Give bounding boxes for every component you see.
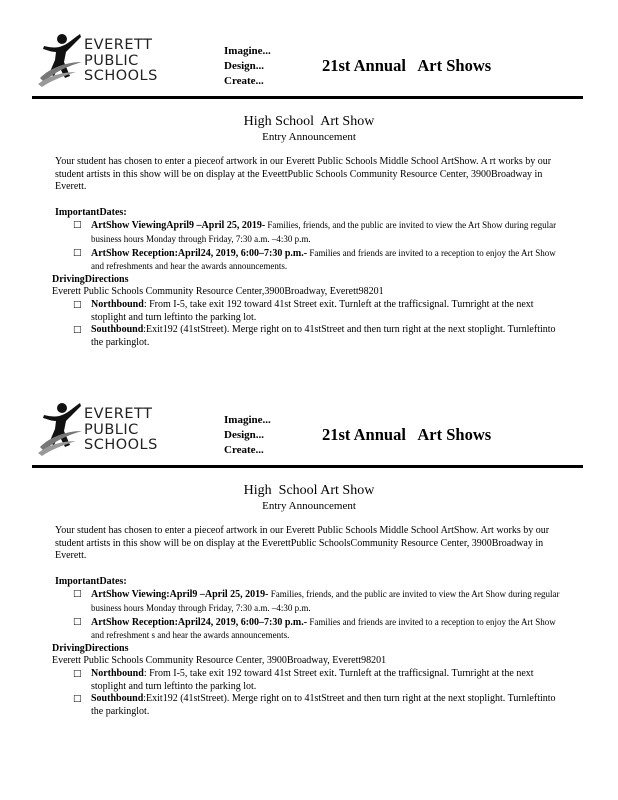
tagline-design: Design... [224, 60, 265, 72]
district-logo [36, 32, 176, 88]
driving-directions-heading: DrivingDirections [52, 642, 129, 654]
direction-item-text: : From I-5, take exit 192 toward 41st Street exit. Turnleft at the trafficsignal. Turnright at the next stoplight and turn leftinto the parking lot. [91, 298, 534, 323]
driving-directions-list [55, 299, 563, 349]
driving-directions-heading: DrivingDirections [52, 273, 129, 285]
direction-item-northbound [55, 668, 563, 693]
logo-line-schools: SCHOOLS [84, 437, 158, 453]
directions-address: Everett Public Schools Community Resource Center,3900Broadway, Everett98201 [52, 286, 384, 298]
bullet-box-icon: □ [73, 668, 82, 679]
date-item-lead: ArtShow Viewing:April9 –April 25, 2019- [91, 589, 269, 601]
intro-paragraph: Your student has chosen to enter a pieceof artwork in our Everett Public Schools Middle School ArtShow. A rt works by our student artists in this show will be on display at the EveettPublic Schools Community Resource Center, 3900Broadway in Everett. [55, 156, 552, 193]
show-title: High School Art Show [243, 483, 375, 498]
logo-line-schools: SCHOOLS [84, 68, 158, 84]
date-item-reception [55, 616, 563, 643]
flyer-top [0, 24, 618, 392]
date-item-viewing [55, 219, 563, 246]
important-dates-heading: ImportantDates: [55, 206, 127, 218]
bullet-box-icon: □ [73, 220, 82, 231]
direction-item-lead: Northbound [91, 667, 144, 679]
date-item-text: Families and friends are invited to a reception to enjoy the Art Show and refreshment s and hear the awards announcements. [91, 616, 556, 641]
logo-line-public: PUBLIC [84, 52, 139, 69]
date-item-text: Families, friends, and the public are invited to view the Art Show during regular business hours Monday through Friday, 7:30 a.m. –4:30 p.m. [91, 220, 557, 244]
date-item-text: Families, friends, and the public are invited to view the Art Show during regular business hours Monday through Friday, 7:30 a.m. –4:30 p.m. [91, 589, 560, 613]
important-dates-list [55, 588, 563, 642]
bullet-box-icon: □ [73, 616, 82, 627]
date-item-viewing [55, 588, 563, 615]
district-logo [36, 401, 176, 457]
important-dates-list [55, 219, 563, 273]
logo-line-public: PUBLIC [84, 421, 139, 438]
logo-line-everett: EVERETT [84, 37, 153, 53]
tagline [224, 413, 271, 458]
direction-item-lead: Northbound [91, 298, 144, 310]
show-subtitle: Entry Announcement [262, 500, 356, 512]
tagline [224, 44, 271, 89]
announcement-body [52, 156, 563, 349]
student-figure-icon [36, 32, 86, 88]
bullet-box-icon: □ [73, 589, 82, 600]
header-rule [32, 465, 583, 468]
show-subtitle: Entry Announcement [262, 131, 356, 143]
bullet-box-icon: □ [73, 299, 82, 310]
driving-directions-list [55, 668, 563, 718]
tagline-create: Create... [224, 444, 264, 456]
student-figure-icon [36, 401, 86, 457]
tagline-design: Design... [224, 429, 265, 441]
headline: 21st Annual Art Shows [322, 425, 492, 444]
directions-address: Everett Public Schools Community Resource Center, 3900Broadway, Everett98201 [52, 655, 387, 667]
logo-wordmark [84, 407, 158, 454]
logo-wordmark [84, 38, 158, 85]
flyer-bottom [0, 393, 618, 761]
logo-line-everett: EVERETT [84, 406, 153, 422]
direction-item-text: :Exit192 (41stStreet). Merge right on to 41stStreet and then turn right at the next stoplight. Turnleftinto the parkinglot. [91, 693, 556, 717]
direction-item-southbound [55, 693, 563, 718]
header-rule [32, 96, 583, 99]
date-item-reception [55, 247, 563, 274]
direction-item-lead: Southbound [91, 693, 144, 705]
date-item-lead: ArtShow ViewingApril9 –April 25, 2019- [91, 220, 266, 232]
date-item-lead: ArtShow Reception:April24, 2019, 6:00–7:30 p.m.- [91, 616, 308, 628]
bullet-box-icon: □ [73, 247, 82, 258]
direction-item-text: :Exit192 (41stStreet). Merge right on to 41stStreet and then turn right at the next stoplight. Turnleftinto the parkinglot. [91, 324, 556, 348]
bullet-box-icon: □ [73, 694, 82, 705]
direction-item-southbound [55, 324, 563, 349]
intro-paragraph: Your student has chosen to enter a pieceof artwork in our Everett Public Schools Middle School ArtShow. Art works by our student artists in this show will be on display at the EverettPublic SchoolsCommunity Resource Center, 3900Broadway in Everett. [55, 525, 550, 562]
tagline-imagine: Imagine... [224, 414, 271, 426]
important-dates-heading: ImportantDates: [55, 575, 127, 587]
date-item-text: Families and friends are invited to a reception to enjoy the Art Show and refreshments and hear the awards announcements. [91, 247, 556, 272]
direction-item-text: : From I-5, take exit 192 toward 41st Street exit. Turnleft at the trafficsignal. Turnright at the next stoplight and turn leftinto the parking lot. [91, 667, 534, 692]
date-item-lead: ArtShow Reception:April24, 2019, 6:00–7:30 p.m.- [91, 247, 308, 259]
headline: 21st Annual Art Shows [322, 56, 492, 75]
announcement-body [52, 525, 563, 718]
direction-item-northbound [55, 299, 563, 324]
direction-item-lead: Southbound [91, 324, 144, 336]
show-title: High School Art Show [243, 114, 375, 129]
tagline-imagine: Imagine... [224, 45, 271, 57]
tagline-create: Create... [224, 75, 264, 87]
bullet-box-icon: □ [73, 325, 82, 336]
